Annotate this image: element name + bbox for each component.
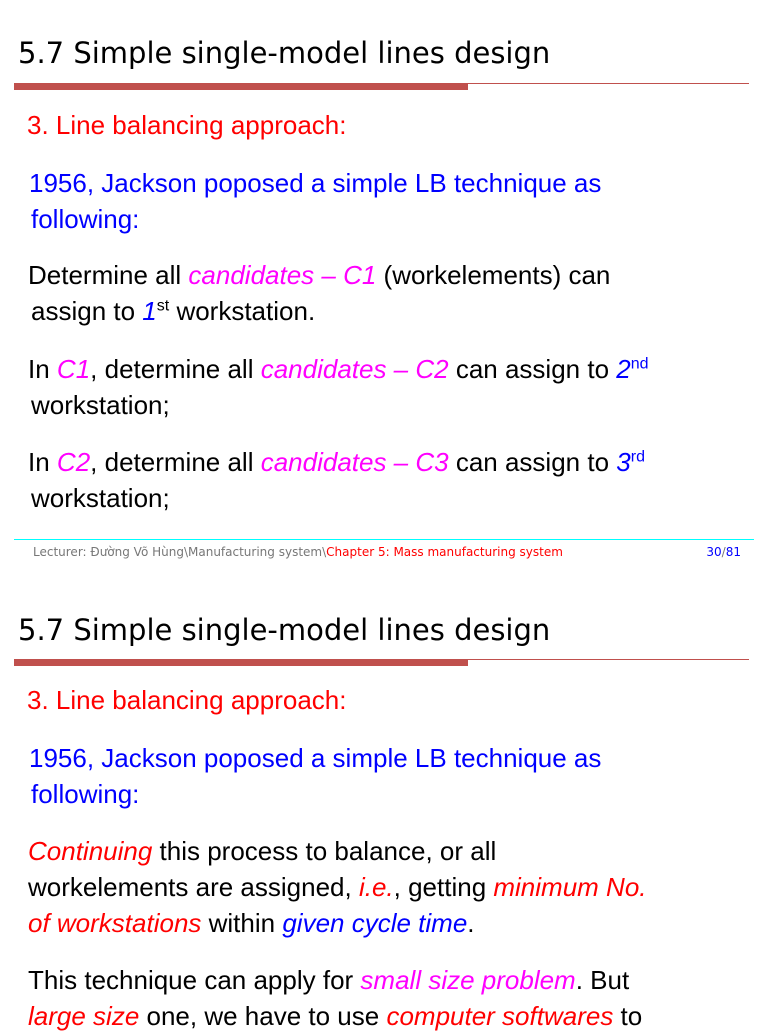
section-heading: 3. Line balancing approach: bbox=[27, 110, 347, 140]
term-c2: C2 bbox=[56, 447, 91, 477]
continuation-paragraph bbox=[28, 833, 768, 941]
text-run: assign to bbox=[31, 296, 143, 326]
text-run: within bbox=[201, 908, 283, 938]
term-minimum-no: minimum No. bbox=[493, 872, 647, 902]
step-paragraph-c2 bbox=[28, 351, 768, 423]
footer-credit bbox=[33, 545, 563, 559]
text-run: . bbox=[467, 908, 475, 938]
term-computer-softwares: computer softwares bbox=[386, 1001, 614, 1031]
term-small-size-problem: small size problem bbox=[360, 965, 576, 995]
text-run: , determine all bbox=[90, 354, 261, 384]
applicability-paragraph bbox=[28, 962, 768, 1034]
page-number: 30 bbox=[706, 545, 722, 559]
intro-line-1: 1956, Jackson poposed a simple LB technique as bbox=[29, 743, 602, 773]
slide-31 bbox=[0, 575, 768, 1031]
term-candidates-c3: candidates – C3 bbox=[260, 447, 449, 477]
text-run: this process to balance, or all bbox=[152, 836, 497, 866]
title-underline-thick bbox=[14, 660, 468, 666]
footer-lecturer: Lecturer: Đường Võ Hùng\Manufacturing system\ bbox=[33, 545, 327, 559]
step-paragraph-c1 bbox=[28, 257, 768, 329]
ordinal-suffix: rd bbox=[630, 448, 645, 466]
term-candidates-c2: candidates – C2 bbox=[260, 354, 449, 384]
term-of-workstations: of workstations bbox=[28, 908, 202, 938]
text-run: In bbox=[28, 354, 57, 384]
text-run: In bbox=[28, 447, 57, 477]
ordinal-number: 1 bbox=[142, 296, 157, 326]
text-run: , getting bbox=[393, 872, 494, 902]
text-run: workstation; bbox=[31, 483, 170, 513]
text-run: to bbox=[613, 1001, 643, 1031]
intro-line-1: 1956, Jackson poposed a simple LB technique as bbox=[29, 168, 602, 198]
text-run: workelements are assigned, bbox=[28, 872, 359, 902]
step-paragraph-c3 bbox=[28, 444, 768, 516]
intro-paragraph bbox=[29, 165, 768, 237]
slide-title: 5.7 Simple single-model lines design bbox=[18, 613, 551, 647]
term-large-size: large size bbox=[28, 1001, 140, 1031]
text-run: workstation. bbox=[169, 296, 316, 326]
page-separator: / bbox=[721, 545, 726, 559]
ordinal-number: 3 bbox=[616, 447, 631, 477]
title-underline-thick bbox=[14, 84, 468, 90]
term-given-cycle-time: given cycle time bbox=[282, 908, 468, 938]
footer-chapter: Chapter 5: Mass manufacturing system bbox=[326, 545, 563, 559]
term-continuing: Continuing bbox=[28, 836, 153, 866]
footer-divider bbox=[14, 539, 754, 540]
text-run: workstation; bbox=[31, 390, 170, 420]
ordinal-suffix: nd bbox=[630, 355, 649, 373]
intro-line-2: following: bbox=[31, 204, 140, 234]
ordinal-number: 2 bbox=[616, 354, 631, 384]
text-run: , determine all bbox=[90, 447, 261, 477]
page-total: 81 bbox=[725, 545, 741, 559]
term-c1: C1 bbox=[56, 354, 91, 384]
text-run: . But bbox=[575, 965, 630, 995]
text-run: can assign to bbox=[448, 354, 617, 384]
intro-paragraph bbox=[29, 740, 768, 812]
text-run: one, we have to use bbox=[139, 1001, 387, 1031]
ordinal-suffix: st bbox=[156, 297, 170, 315]
page-counter bbox=[706, 545, 741, 559]
text-run: Determine all bbox=[28, 260, 189, 290]
text-run: (workelements) can bbox=[376, 260, 611, 290]
slide-title: 5.7 Simple single-model lines design bbox=[18, 36, 551, 70]
term-candidates-c1: candidates – C1 bbox=[188, 260, 377, 290]
intro-line-2: following: bbox=[31, 779, 140, 809]
text-run: can assign to bbox=[448, 447, 617, 477]
text-run: This technique can apply for bbox=[28, 965, 361, 995]
section-heading: 3. Line balancing approach: bbox=[27, 685, 347, 715]
term-ie: i.e. bbox=[358, 872, 394, 902]
